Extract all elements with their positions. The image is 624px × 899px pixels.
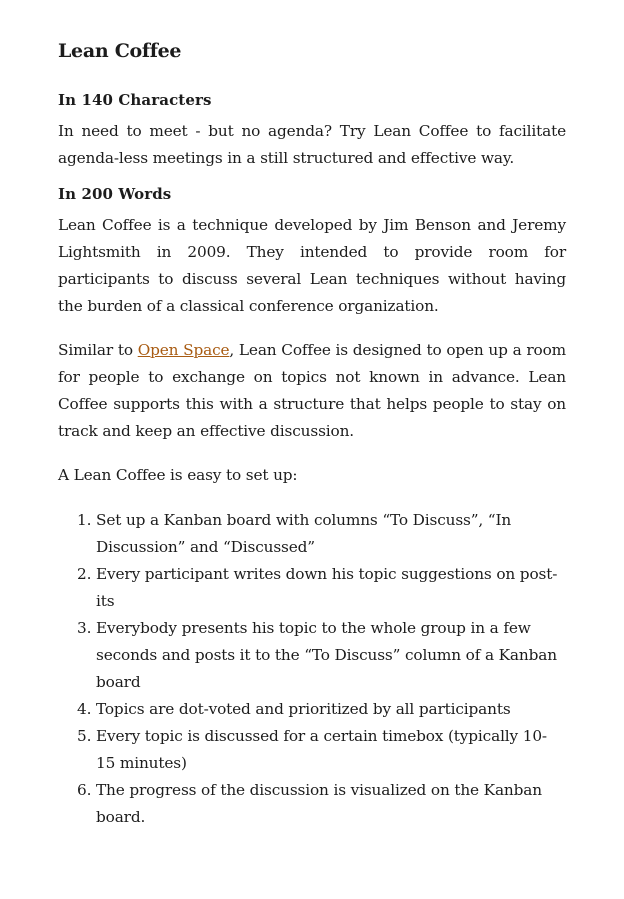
setup-steps-list — [58, 507, 566, 831]
list-item: 6. The progress of the discussion is visualized on the Kanban board. — [96, 777, 566, 831]
paragraph-open-space — [58, 337, 566, 445]
list-item: 2. Every participant writes down his topic suggestions on post-its — [96, 561, 566, 615]
open-space-link[interactable]: Open Space — [137, 341, 230, 359]
paragraph-open-space-lead: Similar to — [58, 341, 138, 359]
section-heading-140-characters: In 140 Characters — [58, 91, 212, 109]
section-heading-200-words: In 200 Words — [58, 185, 172, 203]
paragraph-setup-intro: A Lean Coffee is easy to set up: — [58, 466, 298, 484]
list-item: 4. Topics are dot-voted and prioritized by all participants — [96, 696, 566, 723]
paragraph-open-space-rest: , Lean Coffee is designed to open up a room for people to exchange on topics not known in advance. Lean Coffee supports this with a structure that helps people to stay on track and keep an effective discussion. — [58, 341, 566, 440]
document-page — [58, 36, 566, 831]
list-item: 1. Set up a Kanban board with columns “To Discuss”, “In Discussion” and “Discussed” — [96, 507, 566, 561]
summary-paragraph: In need to meet - but no agenda? Try Lean Coffee to facilitate agenda-less meetings in a still structured and effective way. — [58, 122, 566, 167]
list-item: 5. Every topic is discussed for a certain timebox (typically 10-15 minutes) — [96, 723, 566, 777]
page-title: Lean Coffee — [58, 40, 182, 62]
paragraph-origin: Lean Coffee is a technique developed by Jim Benson and Jeremy Lightsmith in 2009. They intended to provide room for participants to discuss several Lean techniques without having the burden of a classical conference organization. — [58, 216, 566, 315]
list-item: 3. Everybody presents his topic to the whole group in a few seconds and posts it to the “To Discuss” column of a Kanban board — [96, 615, 566, 696]
